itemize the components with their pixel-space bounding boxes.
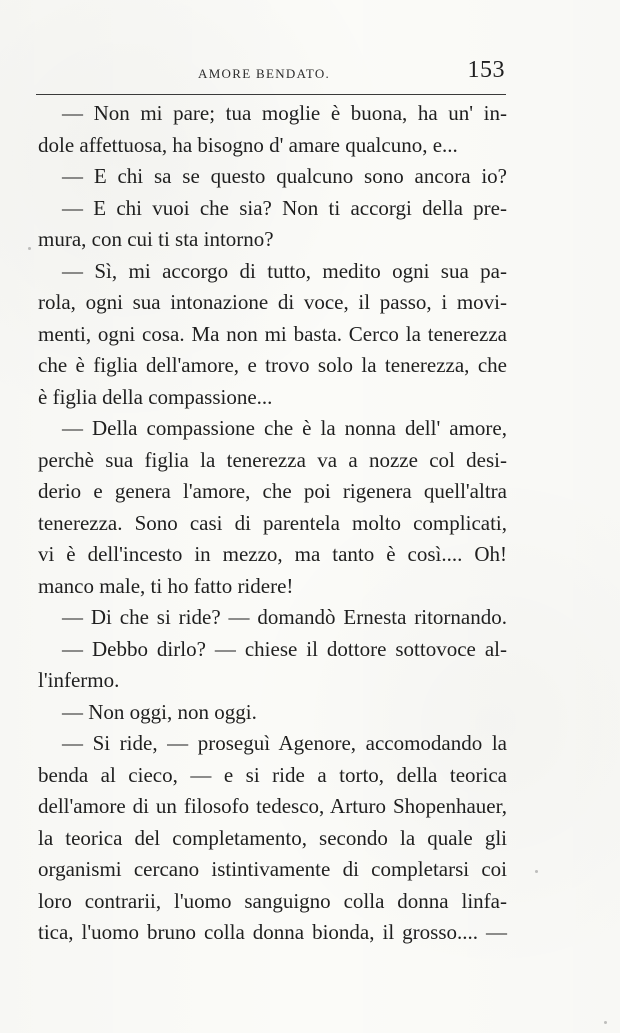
- page-number: 153: [467, 57, 505, 83]
- text-line: dole affettuosa, ha bisogno d' amare qualcuno, e...: [38, 132, 458, 157]
- text-line: benda al cieco, — e si ride a torto, della teorica: [38, 762, 507, 787]
- text-line: l'infermo.: [38, 668, 120, 692]
- text-line: loro contrarii, l'uomo sanguigno colla donna linfa-: [38, 888, 507, 913]
- page-header: [38, 57, 505, 89]
- text-line: menti, ogni cosa. Ma non mi basta. Cerco la tenerezza: [38, 321, 507, 346]
- text-line: tica, l'uomo bruno colla donna bionda, il grosso.... —: [38, 920, 507, 944]
- paper-speck: [535, 870, 538, 873]
- text-line: — E chi sa se questo qualcuno sono ancora io?: [62, 164, 507, 188]
- text-line: vi è dell'incesto in mezzo, ma tanto è così.... Oh!: [38, 542, 507, 566]
- header-rule: [36, 94, 506, 95]
- text-line: dell'amore di un filosofo tedesco, Arturo Shopenhauer,: [38, 794, 507, 818]
- text-line: — E chi vuoi che sia? Non ti accorgi della pre-: [62, 195, 507, 220]
- text-line: la teorica del completamento, secondo la quale gli: [38, 825, 507, 850]
- paper-speck: [28, 247, 31, 250]
- text-line: — Si ride, — proseguì Agenore, accomodando la: [62, 731, 507, 755]
- paper-speck: [604, 1021, 607, 1024]
- text-line: mura, con cui ti sta intorno?: [38, 227, 274, 251]
- text-line: che è figlia dell'amore, e trovo solo la tenerezza, che: [38, 353, 507, 377]
- text-line: tenerezza. Sono casi di parentela molto complicati,: [38, 510, 507, 535]
- text-line: organismi cercano istintivamente di completarsi coi: [38, 857, 507, 881]
- page-text: [38, 98, 507, 949]
- text-line: rola, ogni sua intonazione di voce, il passo, i movi-: [38, 290, 507, 314]
- paper-speck: [486, 524, 489, 527]
- text-line: — Non mi pare; tua moglie è buona, ha un' in-: [62, 101, 507, 125]
- text-line: è figlia della compassione...: [38, 384, 273, 409]
- text-line: manco male, ti ho fatto ridere!: [38, 573, 294, 598]
- text-line: — Di che si ride? — domandò Ernesta ritornando.: [62, 605, 507, 629]
- text-line: perchè sua figlia la tenerezza va a nozze col desi-: [38, 447, 507, 472]
- text-line: — Non oggi, non oggi.: [62, 699, 257, 724]
- text-line: — Debbo dirlo? — chiese il dottore sottovoce al-: [62, 636, 507, 661]
- text-line: derio e genera l'amore, che poi rigenera quell'altra: [38, 479, 507, 503]
- text-line: — Sì, mi accorgo di tutto, medito ogni sua pa-: [62, 258, 507, 283]
- running-title: AMORE BENDATO.: [198, 66, 331, 81]
- text-line: — Della compassione che è la nonna dell' amore,: [62, 416, 507, 440]
